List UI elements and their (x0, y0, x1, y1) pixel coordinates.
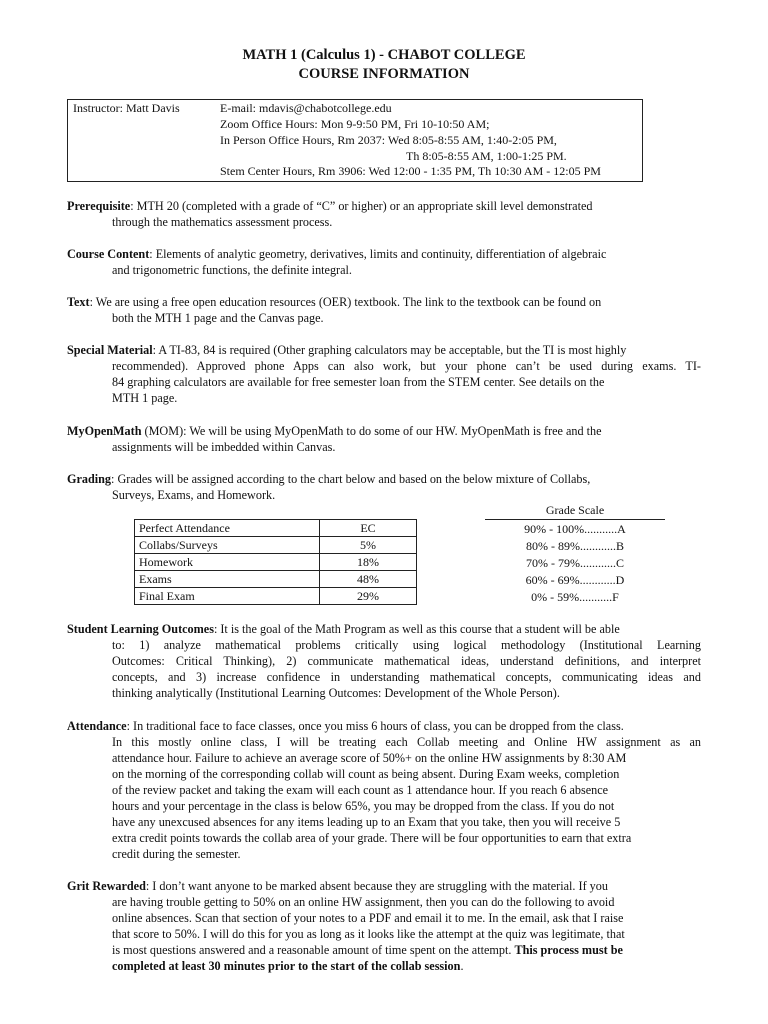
section-label: Grading (67, 472, 112, 486)
section-text: through the mathematics assessment process. (112, 215, 333, 229)
grade-scale-row: 60% - 69%............D (525, 573, 625, 587)
document-subtitle: COURSE INFORMATION (298, 66, 470, 82)
section-text: extra credit points towards the collab area of your grade. There will be four opportunities to earn that extra (112, 831, 632, 845)
prerequisite-section (67, 198, 701, 230)
special-material-section (67, 342, 701, 406)
section-text: : I don’t want anyone to be marked absent because they are struggling with the material. If you (145, 879, 608, 893)
grade-scale-rule (485, 519, 665, 520)
table-cell-weight: 48% (320, 571, 417, 588)
table-cell-item: Final Exam (135, 588, 320, 605)
table-row (135, 554, 417, 571)
section-text: assignments will be imbedded within Canvas. (112, 440, 336, 454)
zoom-office-hours: Zoom Office Hours: Mon 9-9:50 PM, Fri 10-10:50 AM; (220, 117, 490, 131)
section-text: : MTH 20 (completed with a grade of “C” or higher) or an appropriate skill level demonstrated (130, 199, 593, 213)
student-learning-outcomes-section (67, 621, 701, 701)
section-label: Grit Rewarded (67, 879, 146, 893)
section-text: that score to 50%. I will do this for you as long as it looks like the attempt at the quiz was legitimate, that (112, 927, 625, 941)
grading-section (67, 471, 701, 503)
table-cell-weight: 29% (320, 588, 417, 605)
myopenmath-section (67, 423, 701, 455)
section-text: Surveys, Exams, and Homework. (112, 488, 276, 502)
table-cell-weight: 5% (320, 537, 417, 554)
section-label: Special Material (67, 343, 153, 357)
grade-scale-row: 90% - 100%...........A (524, 522, 626, 536)
section-label: Text (67, 295, 90, 309)
section-label: Attendance (67, 719, 127, 733)
section-text: : It is the goal of the Math Program as well as this course that a student will be able (213, 622, 620, 636)
section-text: concepts, and 3) increase confidence in understanding mathematical concepts, communicating ideas and (112, 670, 701, 684)
section-text: Outcomes: Critical Thinking), 2) communicate mathematical ideas, understand definitions, and interpret (112, 654, 701, 668)
grade-scale-row: 70% - 79%............C (526, 556, 624, 570)
grade-scale-row: 0% - 59%...........F (531, 590, 619, 604)
section-text: to: 1) analyze mathematical problems critically using logical methodology (Institutional Learning (112, 638, 701, 652)
instructor-email: E-mail: mdavis@chabotcollege.edu (220, 101, 392, 115)
section-label: Prerequisite (67, 199, 131, 213)
instructor-info-box (67, 99, 643, 182)
grade-scale-heading: Grade Scale (545, 503, 605, 517)
section-text: 84 graphing calculators are available for free semester loan from the STEM center. See details on the (112, 375, 605, 389)
section-text-bold: This process must be (514, 943, 623, 957)
section-text: : Elements of analytic geometry, derivatives, limits and continuity, differentiation of algebraic (149, 247, 607, 261)
section-text: MTH 1 page. (112, 391, 178, 405)
section-text: recommended). Approved phone Apps can also work, but your phone can’t be used during exams. TI- (112, 359, 701, 373)
grit-rewarded-section (67, 878, 701, 974)
section-text: online absences. Scan that section of your notes to a PDF and email it to me. In the email, ask that I raise (112, 911, 624, 925)
in-person-office-hours-cont: Th 8:05-8:55 AM, 1:00-1:25 PM. (406, 149, 567, 163)
text-section (67, 294, 701, 326)
section-label: MyOpenMath (67, 424, 142, 438)
section-text: . (460, 959, 464, 973)
table-row (135, 520, 417, 537)
grade-weight-table (134, 519, 417, 605)
table-cell-item: Collabs/Surveys (135, 537, 320, 554)
section-text: are having trouble getting to 50% on an online HW assignment, then you can do the following to avoid (112, 895, 615, 909)
section-text: thinking analytically (Institutional Learning Outcomes: Development of the Whole Person). (112, 686, 560, 700)
section-text: In this mostly online class, I will be treating each Collab meeting and Online HW assignment as an (112, 735, 701, 749)
section-text: hours and your percentage in the class is below 65%, you may be dropped from the class. If you do not (112, 799, 615, 813)
in-person-office-hours: In Person Office Hours, Rm 2037: Wed 8:05-8:55 AM, 1:40-2:05 PM, (220, 133, 557, 147)
section-text: and trigonometric functions, the definite integral. (112, 263, 352, 277)
grade-scale-list (485, 521, 665, 606)
section-text: : We are using a free open education resources (OER) textbook. The link to the textbook can be found on (89, 295, 602, 309)
section-text: credit during the semester. (112, 847, 241, 861)
instructor-name: Instructor: Matt Davis (73, 101, 180, 115)
section-text: both the MTH 1 page and the Canvas page. (112, 311, 324, 325)
section-label: Student Learning Outcomes (67, 622, 214, 636)
section-text: on the morning of the corresponding collab will count as being absent. During Exam weeks, completion (112, 767, 620, 781)
section-text: attendance hour. Failure to achieve an average score of 50%+ on the online HW assignments by 8:30 AM (112, 751, 627, 765)
attendance-section (67, 718, 701, 862)
table-cell-item: Homework (135, 554, 320, 571)
table-cell-weight: 18% (320, 554, 417, 571)
grade-scale-row: 80% - 89%............B (526, 539, 624, 553)
stem-center-hours: Stem Center Hours, Rm 3906: Wed 12:00 - 1:35 PM, Th 10:30 AM - 12:05 PM (220, 164, 601, 178)
table-cell-weight: EC (320, 520, 417, 537)
section-text: : A TI-83, 84 is required (Other graphing calculators may be acceptable, but the TI is most highly (152, 343, 627, 357)
table-row (135, 537, 417, 554)
section-text: of the review packet and taking the exam will each count as 1 attendance hour. If you reach 6 absence (112, 783, 609, 797)
table-cell-item: Perfect Attendance (135, 520, 320, 537)
section-text: (MOM): We will be using MyOpenMath to do some of our HW. MyOpenMath is free and the (141, 424, 602, 438)
table-row (135, 571, 417, 588)
section-label: Course Content (67, 247, 150, 261)
document-title: MATH 1 (Calculus 1) - CHABOT COLLEGE (242, 47, 526, 63)
section-text: is most questions answered and a reasonable amount of time spent on the attempt. (112, 943, 515, 957)
section-text: : Grades will be assigned according to the chart below and based on the below mixture of Collabs, (111, 472, 591, 486)
table-cell-item: Exams (135, 571, 320, 588)
section-text: : In traditional face to face classes, once you miss 6 hours of class, you can be dropped from the class. (126, 719, 624, 733)
course-content-section (67, 246, 701, 278)
section-text-bold: completed at least 30 minutes prior to the start of the collab session (112, 959, 461, 973)
section-text: have any unexcused absences for any items leading up to an Exam that you take, then you will receive 5 (112, 815, 621, 829)
table-row (135, 588, 417, 605)
